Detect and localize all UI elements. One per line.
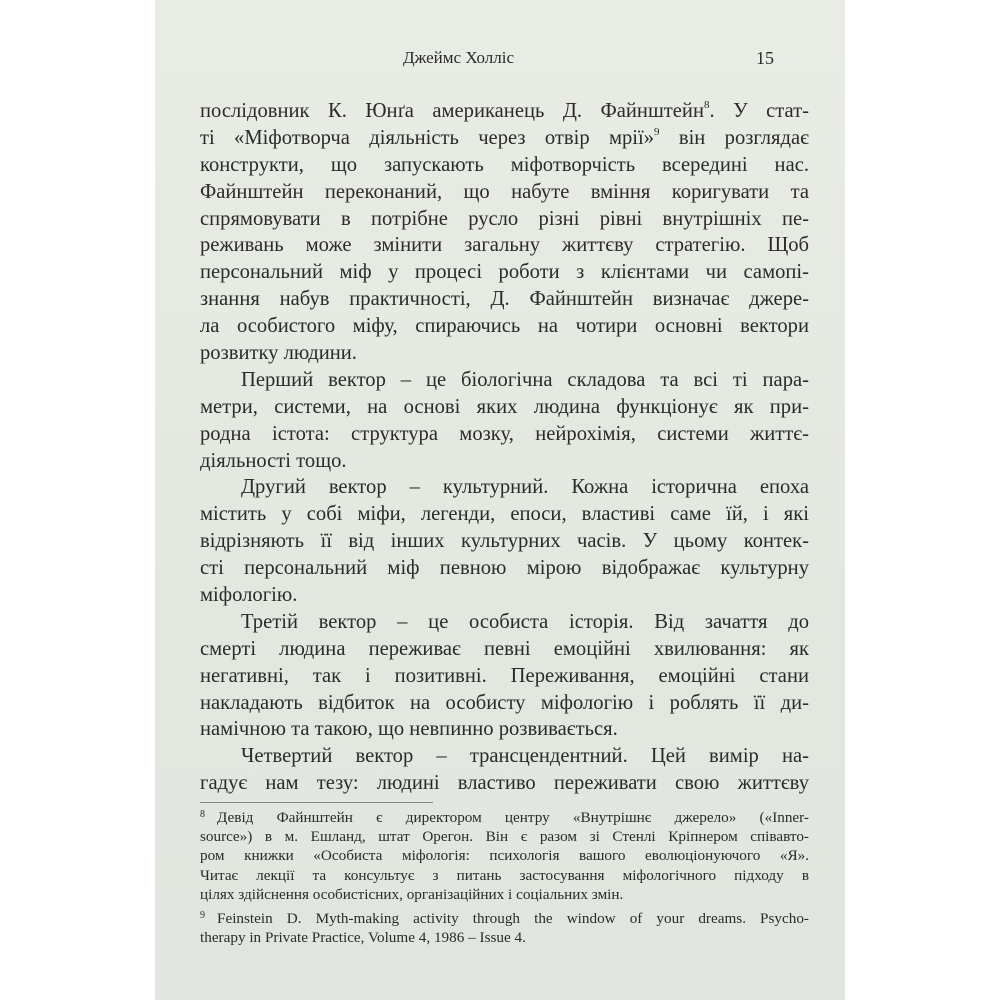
footnote-mark: 9 [200,909,205,921]
body-line [200,313,809,340]
body-line-text: Третій вектор – це особиста історія. Від зачаття до [241,610,809,633]
footnote-text: цілях здійснення особистісних, організаційних і соціальних змін. [200,885,624,903]
footnote-rule [200,802,433,803]
body-line-text: Файнштейн переконаний, що набуте вміння коригувати та [200,180,809,203]
body-line-text: смерті людина переживає певні емоційні хвилювання: як [200,637,809,660]
body-line-text: він розглядає [659,126,809,149]
footnote-text: Читає лекції та консультує з питань застосування міфологічного підходу в [200,866,809,884]
body-line [200,152,809,179]
footnote-line [200,928,809,947]
body-line-text: негативні, так і позитивні. Переживання, емоційні стани [200,664,809,687]
footnote-line [200,866,809,885]
book-page [155,0,845,1000]
footnote-mark: 8 [200,809,205,820]
footnotes [200,808,809,947]
footnote-9 [200,909,809,947]
body-line [200,259,809,286]
body-text [200,98,809,797]
footnote-line [200,827,809,846]
body-line-text: знання набув практичності, Д. Файнштейн визначає джере- [200,288,809,311]
running-title: Джеймс Холліс [403,48,515,67]
body-line [200,636,809,663]
running-head [155,48,845,72]
body-line [200,421,809,448]
body-line-text: відрізняють її від інших культурних часів. У цьому контек- [200,530,809,553]
footnote-line [200,885,809,904]
footnote-line [200,909,809,928]
body-line-text: намічною та такою, що невпинно розвивається. [200,718,618,741]
footnote-reference[interactable]: 9 [654,125,660,138]
body-line-text: міфологію. [200,584,298,607]
footnote-text: ром книжки «Особиста міфологія: психологія вашого еволюціонуючого «Я». [200,847,809,865]
body-line-text: Перший вектор – це біологічна складова та всі ті пара- [241,368,809,391]
body-line-text: сті персональний міф певною мірою відображає культурну [200,557,809,580]
footnote-reference[interactable]: 8 [703,99,710,111]
body-line-text: Другий вектор – культурний. Кожна історична епоха [241,476,809,499]
body-line [200,98,809,125]
body-line-text: Четвертий вектор – трансцендентний. Цей вимір на- [241,745,809,768]
footnote-text: source») в м. Ешланд, штат Орегон. Він є разом зі Стенлі Кріпнером співавто- [200,828,809,846]
body-line [200,367,809,394]
body-line [200,286,809,313]
body-line-text: ті «Міфотворча діяльність через отвір мрії» [200,126,655,149]
body-line [200,179,809,206]
body-line [200,609,809,636]
body-line-text: містить у собі міфи, легенди, епоси, властиві саме їй, і які [200,503,809,526]
body-line [200,770,809,797]
body-line [200,232,809,259]
body-line-text: розвитку людини. [200,342,357,365]
body-line [200,474,809,501]
body-line [200,528,809,555]
body-line-text: реживань може змінити загальну життєву стратегію. Щоб [200,234,809,257]
body-line-text: персональний міф у процесі роботи з клієнтами чи самопі- [200,261,809,284]
body-line-text: гадує нам тезу: людині властиво переживати свою життєву [200,772,809,795]
page-number: 15 [756,48,774,68]
body-line [200,340,809,367]
footnote-text: therapy in Private Practice, Volume 4, 1986 – Issue 4. [200,929,526,947]
body-line [200,743,809,770]
body-line [200,716,809,743]
body-line [200,501,809,528]
body-line-text: родна істота: структура мозку, нейрохімія, системи життє- [200,422,809,445]
body-line-text: послідовник К. Юнґа американець Д. Файнштейн [200,100,704,122]
footnote-text: Feinstein D. Myth-making activity through the window of your dreams. Psycho- [217,909,809,927]
body-line [200,394,809,421]
footnote-line [200,808,809,827]
body-line-text: накладають відбиток на особисту міфологію і роблять її ди- [200,691,809,714]
body-line-text: діяльності тощо. [200,449,347,472]
body-line [200,555,809,582]
body-line-text: ла особистого міфу, спираючись на чотири основні вектори [200,315,809,338]
body-line-text: . У стат- [709,100,809,122]
body-line [200,663,809,690]
body-line-text: конструкти, що запускають міфотворчість всередині нас. [200,153,809,176]
body-line-text: метри, системи, на основі яких людина функціонує як при- [200,395,809,418]
footnote-line [200,846,809,865]
body-line [200,690,809,717]
body-line-text: спрямовувати в потрібне русло різні рівні внутрішніх пе- [200,207,809,230]
footnote-text: Девід Файнштейн є директором центру «Внутрішнє джерело» («Inner- [217,809,809,826]
footnote-8 [200,808,809,904]
body-line [200,206,809,233]
body-line [200,125,809,152]
body-line [200,582,809,609]
body-line [200,448,809,475]
